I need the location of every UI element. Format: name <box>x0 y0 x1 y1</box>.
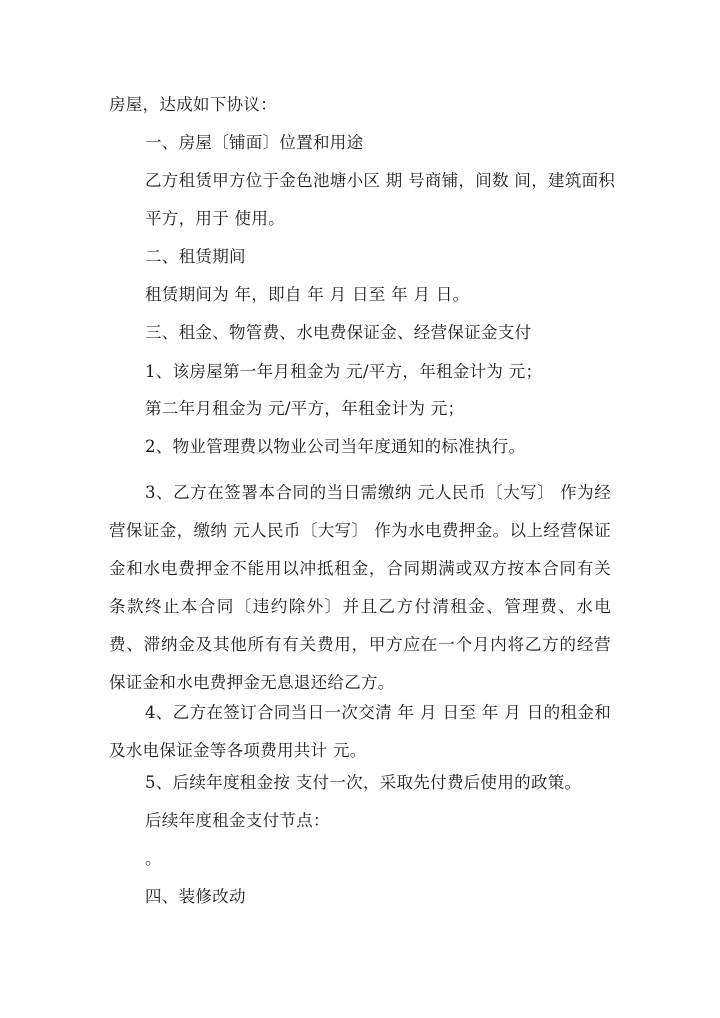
text-line: 后续年度租金支付节点： <box>145 811 330 830</box>
text-line: 。 <box>145 849 162 868</box>
text-line: 租赁期间为 年，即自 年 月 日至 年 月 日。 <box>145 285 470 304</box>
list-item: 2、物业管理费以物业公司当年度通知的标准执行。 <box>145 437 526 456</box>
list-item: 5、后续年度租金按 支付一次，采取先付费后使用的政策。 <box>145 773 582 792</box>
text-line: 第二年月租金为 元/平方，年租金计为 元； <box>145 399 465 418</box>
list-item-paragraph: 4、乙方在签订合同当日一次交清 年 月 日至 年 月 日的租金和及水电保证金等各项费用共计 元。 <box>109 703 611 760</box>
list-item-paragraph: 3、乙方在签署本合同的当日需缴纳 元人民币〔大写〕 作为经营保证金，缴纳 元人民币〔大写〕 作为水电费押金。以上经营保证金和水电费押金不能用以冲抵租金，合同期满或双方按本合同有关条款终止本合同〔违约除外〕并且乙方付清租金、管理费、水电费、滞纳金及其他所有有关费用，甲方应在一个月内将乙方的经营保证金和水电费押金无息退还给乙方。 <box>109 483 611 692</box>
list-item: 1、该房屋第一年月租金为 元/平方，年租金计为 元； <box>145 362 543 381</box>
text-line: 平方，用于 使用。 <box>145 209 285 228</box>
section-heading: 四、装修改动 <box>145 887 246 906</box>
section-heading: 一、房屋〔铺面〕位置和用途 <box>145 133 364 152</box>
text-line: 乙方租赁甲方位于金色池塘小区 期 号商铺，间数 间，建筑面积 <box>145 171 616 190</box>
section-heading: 三、租金、物管费、水电费保证金、经营保证金支付 <box>145 323 532 342</box>
section-heading: 二、租赁期间 <box>145 247 246 266</box>
text-line: 房屋，达成如下协议： <box>109 95 277 114</box>
